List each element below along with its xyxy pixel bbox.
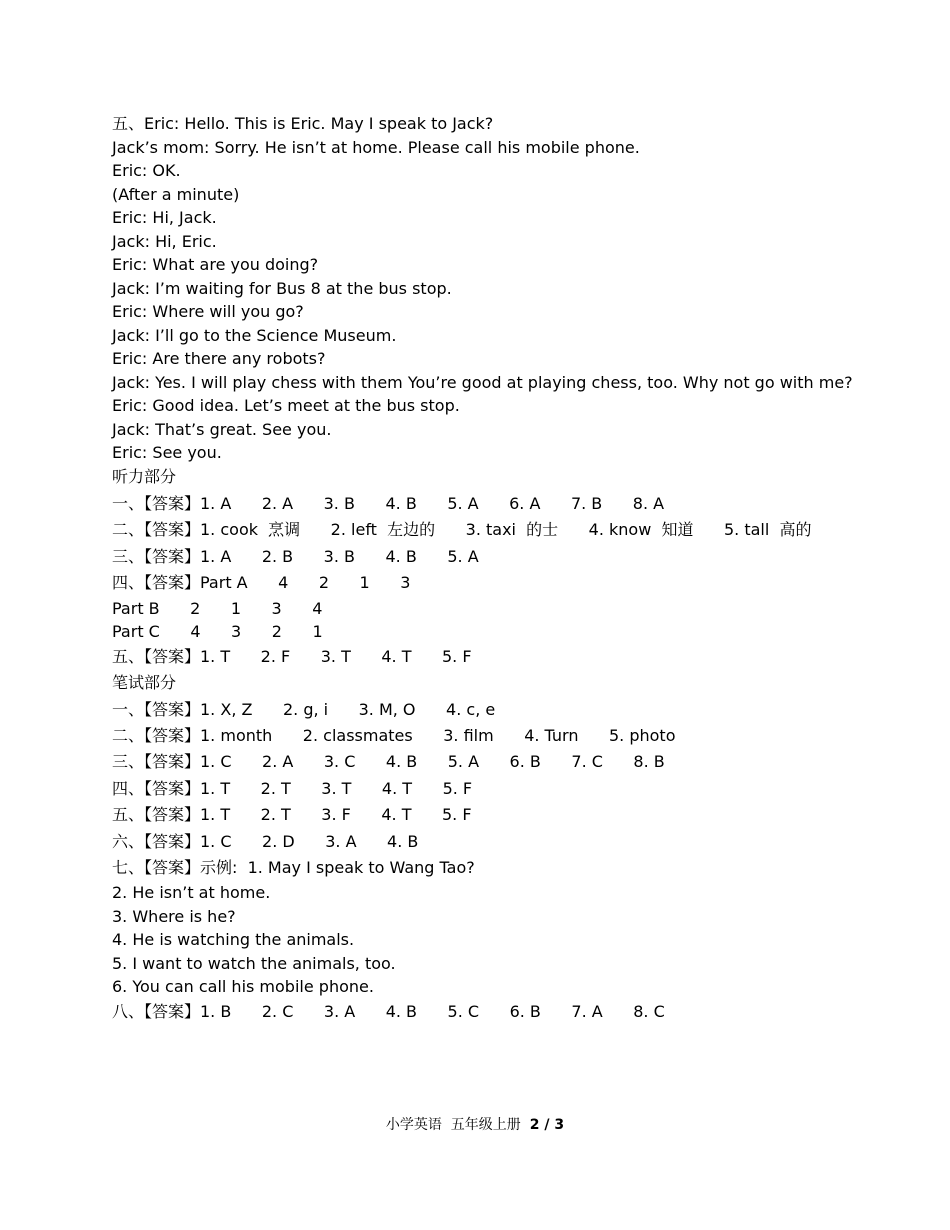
answer-line: 一、【答案】1. A 2. A 3. B 4. B 5. A 6. A 7. B 8. A	[112, 494, 665, 513]
dialogue-line: Jack: That’s great. See you.	[112, 420, 332, 439]
answer-line: 6. You can call his mobile phone.	[112, 977, 374, 996]
answer-line: 一、【答案】1. X, Z 2. g, i 3. M, O 4. c, e	[112, 700, 496, 719]
answer-line: Part B 2 1 3 4	[112, 599, 323, 618]
answer-line: 四、【答案】1. T 2. T 3. T 4. T 5. F	[112, 779, 473, 798]
dialogue-line: Eric: OK.	[112, 161, 181, 180]
page-total: 3	[554, 1117, 565, 1133]
dialogue-line: Jack’s mom: Sorry. He isn’t at home. Please call his mobile phone.	[112, 138, 640, 157]
dialogue-line: Eric: Are there any robots?	[112, 349, 326, 368]
answer-line: 4. He is watching the animals.	[112, 930, 355, 949]
answer-line: 七、【答案】示例: 1. May I speak to Wang Tao?	[112, 858, 475, 877]
writing-heading: 笔试部分	[112, 673, 177, 692]
answer-line: 五、【答案】1. T 2. T 3. F 4. T 5. F	[112, 805, 472, 824]
answer-line: 2. He isn’t at home.	[112, 883, 271, 902]
answer-line: 五、【答案】1. T 2. F 3. T 4. T 5. F	[112, 647, 472, 666]
page-separator: /	[539, 1117, 555, 1133]
answer-line: 5. I want to watch the animals, too.	[112, 954, 396, 973]
dialogue-line: 五、Eric: Hello. This is Eric. May I speak to Jack?	[112, 114, 494, 133]
answer-line: 三、【答案】1. C 2. A 3. C 4. B 5. A 6. B 7. C 8. B	[112, 752, 665, 771]
dialogue-line: Eric: Hi, Jack.	[112, 208, 217, 227]
answer-line: 六、【答案】1. C 2. D 3. A 4. B	[112, 832, 419, 851]
answer-line: Part C 4 3 2 1	[112, 622, 323, 641]
answer-line: 四、【答案】Part A 4 2 1 3	[112, 573, 411, 592]
dialogue-line: Eric: See you.	[112, 443, 222, 462]
dialogue-line: Eric: What are you doing?	[112, 255, 319, 274]
answer-line: 3. Where is he?	[112, 907, 236, 926]
listening-heading: 听力部分	[112, 467, 177, 486]
dialogue-line: Eric: Where will you go?	[112, 302, 304, 321]
page-number: 2	[529, 1117, 540, 1133]
answer-line: 三、【答案】1. A 2. B 3. B 4. B 5. A	[112, 547, 479, 566]
dialogue-line: (After a minute)	[112, 185, 240, 204]
dialogue-line: Eric: Good idea. Let’s meet at the bus stop.	[112, 396, 460, 415]
footer-label: 小学英语 五年级上册	[385, 1117, 530, 1133]
dialogue-line: Jack: I’ll go to the Science Museum.	[112, 326, 397, 345]
dialogue-line: Jack: Hi, Eric.	[112, 232, 217, 251]
dialogue-line: Jack: Yes. I will play chess with them You’re good at playing chess, too. Why not go with me?	[112, 373, 853, 392]
answer-line: 二、【答案】1. cook 烹调 2. left 左边的 3. taxi 的士 4. know 知道 5. tall 高的	[112, 520, 812, 539]
page-footer	[0, 1116, 950, 1134]
dialogue-line: Jack: I’m waiting for Bus 8 at the bus stop.	[112, 279, 452, 298]
answer-line: 二、【答案】1. month 2. classmates 3. film 4. Turn 5. photo	[112, 726, 676, 745]
answer-line: 八、【答案】1. B 2. C 3. A 4. B 5. C 6. B 7. A 8. C	[112, 1002, 665, 1021]
